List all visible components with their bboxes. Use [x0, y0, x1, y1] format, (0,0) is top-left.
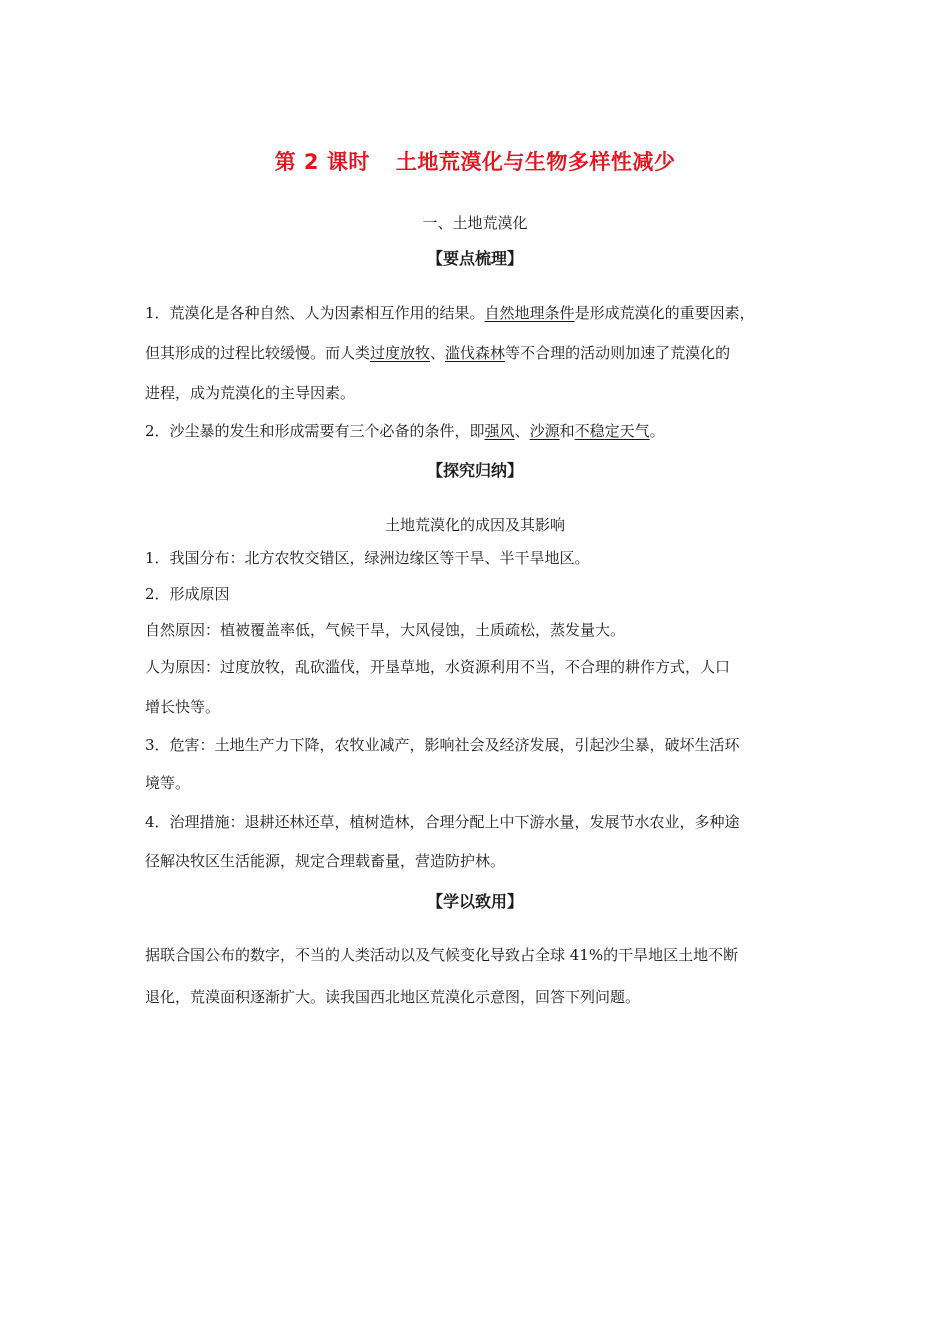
explore-line: 境等。	[145, 774, 191, 792]
lesson-topic: 土地荒漠化与生物多样性减少	[395, 150, 676, 174]
underlined-term: 沙源	[529, 422, 560, 440]
section-heading: 一、土地荒漠化	[422, 214, 528, 232]
underlined-term: 过度放牧	[370, 344, 431, 362]
underlined-term: 滥伐森林	[445, 344, 506, 362]
underlined-term: 强风	[484, 422, 515, 440]
underlined-term: 自然地理条件	[484, 304, 575, 322]
explore-header: 【探究归纳】	[426, 461, 523, 480]
explore-line: 3．危害：土地生产力下降，农牧业减产，影响社会及经济发展，引起沙尘暴，破坏生活环	[145, 736, 740, 754]
text-segment: 等不合理的活动则加速了荒漠化的	[505, 344, 731, 362]
text-segment: 、	[430, 344, 446, 362]
paragraph-1-line-2	[145, 342, 815, 363]
explore-line: 自然原因：植被覆盖率低，气候干旱，大风侵蚀，土质疏松，蒸发量大。	[145, 621, 626, 639]
text-segment: 。	[649, 422, 665, 440]
text-segment: 是形成荒漠化的重要因素，	[574, 304, 755, 322]
paragraph-1-line-3: 进程，成为荒漠化的主导因素。	[145, 384, 356, 402]
lesson-title	[0, 146, 950, 176]
explore-subtitle: 土地荒漠化的成因及其影响	[384, 516, 565, 534]
explore-line: 径解决牧区生活能源，规定合理载畜量，营造防护林。	[145, 852, 506, 870]
explore-line: 增长快等。	[145, 698, 221, 716]
paragraph-2	[145, 420, 815, 441]
key-points-header: 【要点梳理】	[426, 249, 523, 268]
text-segment: 但其形成的过程比较缓慢。而人类	[145, 344, 371, 362]
explore-line: 4．治理措施：退耕还林还草，植树造林，合理分配上中下游水量，发展节水农业，多种途	[145, 813, 740, 831]
text-segment: 、	[514, 422, 530, 440]
apply-line: 退化，荒漠面积逐渐扩大。读我国西北地区荒漠化示意图，回答下列问题。	[145, 988, 641, 1006]
paragraph-1-line-1	[145, 302, 815, 323]
explore-line: 人为原因：过度放牧，乱砍滥伐，开垦草地，水资源利用不当，不合理的耕作方式，人口	[145, 658, 731, 676]
lesson-number: 第 2 课时	[274, 150, 370, 174]
apply-line: 据联合国公布的数字，不当的人类活动以及气候变化导致占全球 41%的干旱地区土地不断	[145, 946, 739, 964]
explore-line: 2．形成原因	[145, 585, 230, 603]
explore-line: 1．我国分布：北方农牧交错区，绿洲边缘区等干旱、半干旱地区。	[145, 549, 590, 567]
text-segment: 1．荒漠化是各种自然、人为因素相互作用的结果。	[145, 304, 485, 322]
text-segment: 和	[559, 422, 575, 440]
apply-header: 【学以致用】	[426, 892, 523, 911]
text-segment: 2．沙尘暴的发生和形成需要有三个必备的条件，即	[145, 422, 485, 440]
underlined-term: 不稳定天气	[574, 422, 650, 440]
